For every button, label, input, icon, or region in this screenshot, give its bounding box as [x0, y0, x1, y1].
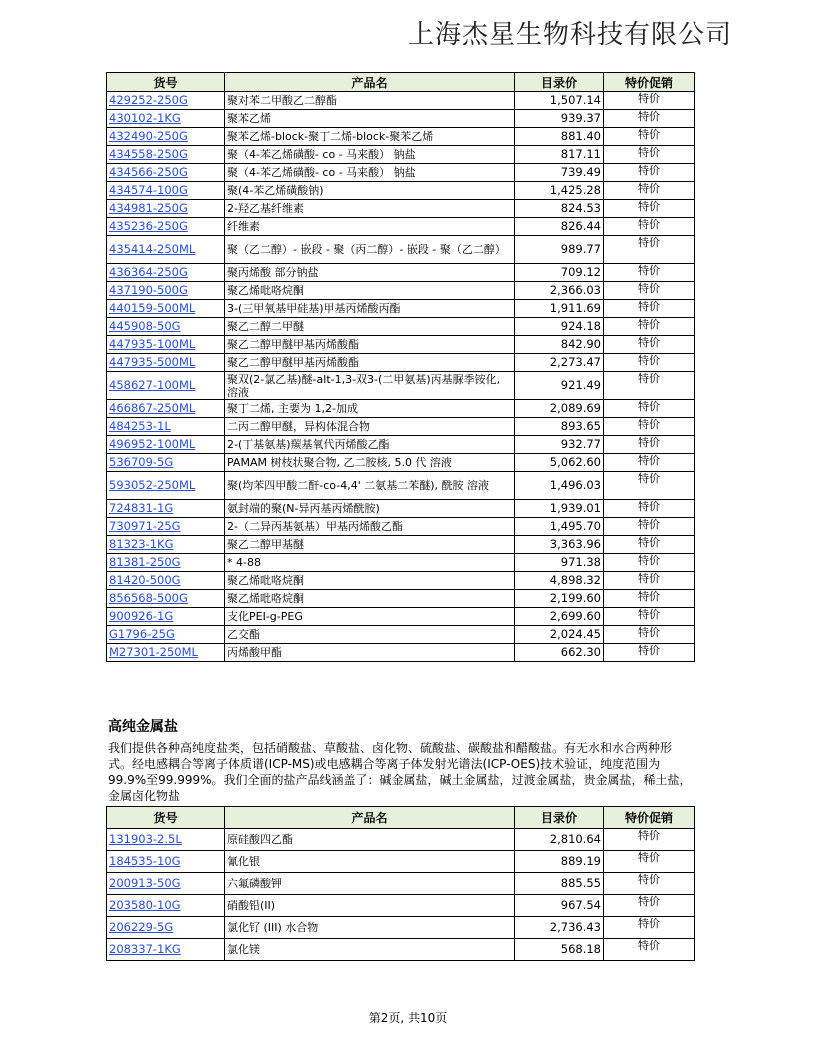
product-code-link[interactable]: 437190-500G — [107, 282, 225, 300]
catalog-price: 924.18 — [515, 318, 604, 336]
product-code-link[interactable]: 81420-500G — [107, 572, 225, 590]
catalog-price: 971.38 — [515, 554, 604, 572]
table-row — [107, 472, 695, 500]
promo-label: 特价 — [604, 454, 695, 472]
promo-label: 特价 — [604, 92, 695, 110]
company-name: 上海杰星生物科技有限公司 — [407, 20, 732, 50]
catalog-price: 4,898.32 — [515, 572, 604, 590]
product-code-link[interactable]: 730971-25G — [107, 518, 225, 536]
product-name: 二丙二醇甲醚，异构体混合物 — [225, 418, 515, 436]
product-name: 氯化镁 — [225, 939, 515, 961]
catalog-price: 967.54 — [515, 895, 604, 917]
promo-label: 特价 — [604, 146, 695, 164]
catalog-price: 893.65 — [515, 418, 604, 436]
catalog-price: 826.44 — [515, 218, 604, 236]
catalog-price: 2,089.69 — [515, 400, 604, 418]
product-code-link[interactable]: 440159-500ML — [107, 300, 225, 318]
table-row — [107, 454, 695, 472]
catalog-price: 2,810.64 — [515, 829, 604, 851]
header-code: 货号 — [107, 73, 225, 92]
table-row — [107, 236, 695, 264]
promo-label: 特价 — [604, 939, 695, 961]
promo-label: 特价 — [604, 536, 695, 554]
product-name: PAMAM 树枝状聚合物, 乙二胺核, 5.0 代 溶液 — [225, 454, 515, 472]
catalog-price: 932.77 — [515, 436, 604, 454]
catalog-price: 889.19 — [515, 851, 604, 873]
product-name: 乙交酯 — [225, 626, 515, 644]
catalog-price: 2,199.60 — [515, 590, 604, 608]
product-name: 2-(丁基氨基)羰基氧代丙烯酸乙酯 — [225, 436, 515, 454]
product-code-link[interactable]: 724831-1G — [107, 500, 225, 518]
product-name: 聚乙二醇二甲醚 — [225, 318, 515, 336]
table-row — [107, 939, 695, 961]
catalog-price: 2,736.43 — [515, 917, 604, 939]
promo-label: 特价 — [604, 200, 695, 218]
promo-label: 特价 — [604, 626, 695, 644]
product-name: 聚(4-苯乙烯磺酸钠) — [225, 182, 515, 200]
promo-label: 特价 — [604, 264, 695, 282]
catalog-price: 739.49 — [515, 164, 604, 182]
product-code-link[interactable]: 208337-1KG — [107, 939, 225, 961]
catalog-price: 2,699.60 — [515, 608, 604, 626]
product-code-link[interactable]: 81323-1KG — [107, 536, 225, 554]
promo-label: 特价 — [604, 873, 695, 895]
table-row — [107, 200, 695, 218]
catalog-price: 2,366.03 — [515, 282, 604, 300]
table-row — [107, 536, 695, 554]
table-row — [107, 572, 695, 590]
product-code-link[interactable]: 536709-5G — [107, 454, 225, 472]
promo-label: 特价 — [604, 182, 695, 200]
catalog-price: 5,062.60 — [515, 454, 604, 472]
catalog-price: 1,496.03 — [515, 472, 604, 500]
table-row — [107, 264, 695, 282]
catalog-price: 885.55 — [515, 873, 604, 895]
table-row — [107, 500, 695, 518]
product-name: 丙烯酸甲酯 — [225, 644, 515, 662]
product-name: 聚乙二醇甲醚甲基丙烯酸酯 — [225, 336, 515, 354]
header-name: 产品名 — [225, 807, 515, 829]
promo-label: 特价 — [604, 644, 695, 662]
table-row — [107, 554, 695, 572]
product-code-link[interactable]: 434566-250G — [107, 164, 225, 182]
catalog-price: 817.11 — [515, 146, 604, 164]
header-price: 目录价 — [515, 807, 604, 829]
product-code-link[interactable]: M27301-250ML — [107, 644, 225, 662]
product-name: 聚乙烯吡咯烷酮 — [225, 572, 515, 590]
promo-label: 特价 — [604, 372, 695, 400]
table-row — [107, 873, 695, 895]
catalog-price: 662.30 — [515, 644, 604, 662]
promo-label: 特价 — [604, 829, 695, 851]
table-row — [107, 354, 695, 372]
catalog-price: 2,024.45 — [515, 626, 604, 644]
catalog-price: 2,273.47 — [515, 354, 604, 372]
promo-label: 特价 — [604, 354, 695, 372]
product-code-link[interactable]: 435236-250G — [107, 218, 225, 236]
catalog-price: 842.90 — [515, 336, 604, 354]
catalog-price: 1,425.28 — [515, 182, 604, 200]
product-name: 聚乙二醇甲醚甲基丙烯酸酯 — [225, 354, 515, 372]
promo-label: 特价 — [604, 300, 695, 318]
product-name: 纤维素 — [225, 218, 515, 236]
table-header-row — [107, 73, 695, 92]
salt-table — [106, 806, 695, 961]
product-name: 氰化银 — [225, 851, 515, 873]
product-name: * 4-88 — [225, 554, 515, 572]
product-name: 支化PEI-g-PEG — [225, 608, 515, 626]
product-name: 聚（4-苯乙烯磺酸- co - 马来酸） 钠盐 — [225, 164, 515, 182]
product-name: 聚丙烯酸 部分钠盐 — [225, 264, 515, 282]
catalog-price: 568.18 — [515, 939, 604, 961]
product-code-link[interactable]: 496952-100ML — [107, 436, 225, 454]
product-name: 聚双(2-氯乙基)醚-alt-1,3-双3-(二甲氨基)丙基脲季铵化, 溶液 — [225, 372, 515, 400]
product-code-link[interactable]: 484253-1L — [107, 418, 225, 436]
product-code-link[interactable]: 900926-1G — [107, 608, 225, 626]
table-row — [107, 282, 695, 300]
product-code-link[interactable]: 200913-50G — [107, 873, 225, 895]
catalog-price: 3,363.96 — [515, 536, 604, 554]
product-code-link[interactable]: 466867-250ML — [107, 400, 225, 418]
product-code-link[interactable]: 434574-100G — [107, 182, 225, 200]
table-row — [107, 518, 695, 536]
catalog-price: 1,939.01 — [515, 500, 604, 518]
product-code-link[interactable]: 445908-50G — [107, 318, 225, 336]
promo-label: 特价 — [604, 128, 695, 146]
catalog-price: 989.77 — [515, 236, 604, 264]
page-number: 第2页, 共10页 — [368, 1011, 448, 1025]
section-description: 我们提供各种高纯度盐类，包括硝酸盐、草酸盐、卤化物、硫酸盐、碳酸盐和醋酸盐。有无水和水合两种形式。经电感耦合等离子体质谱(ICP-MS)或电感耦合等离子体发射光谱法(ICP-OES)技术验证，纯度范围为99.9%至99.999%。我们全面的盐产品线涵盖了：碱金属盐，碱土金属盐，过渡金属盐，贵金属盐，稀土盐，金属卤化物盐 — [108, 741, 692, 803]
product-code-link[interactable]: 447935-500ML — [107, 354, 225, 372]
table-row — [107, 917, 695, 939]
product-name: 原硅酸四乙酯 — [225, 829, 515, 851]
product-name: 聚乙烯吡咯烷酮 — [225, 282, 515, 300]
header-price: 目录价 — [515, 73, 604, 92]
table-row — [107, 146, 695, 164]
product-code-link[interactable]: 81381-250G — [107, 554, 225, 572]
catalog-price: 939.37 — [515, 110, 604, 128]
table-row — [107, 372, 695, 400]
product-code-link[interactable]: G1796-25G — [107, 626, 225, 644]
product-code-link[interactable]: 856568-500G — [107, 590, 225, 608]
table-row — [107, 300, 695, 318]
product-code-link[interactable]: 436364-250G — [107, 264, 225, 282]
table-row — [107, 829, 695, 851]
table-row — [107, 218, 695, 236]
promo-label: 特价 — [604, 917, 695, 939]
table-row — [107, 110, 695, 128]
promo-label: 特价 — [604, 518, 695, 536]
product-name: 聚乙烯吡咯烷酮 — [225, 590, 515, 608]
table-row — [107, 336, 695, 354]
product-name: 聚(均苯四甲酸二酐-co-4,4' 二氨基二苯醚), 酰胺 溶液 — [225, 472, 515, 500]
table-row — [107, 895, 695, 917]
product-name: 氯化钌 (III) 水合物 — [225, 917, 515, 939]
product-code-link[interactable]: 593052-250ML — [107, 472, 225, 500]
promo-label: 特价 — [604, 590, 695, 608]
table-row — [107, 644, 695, 662]
promo-label: 特价 — [604, 418, 695, 436]
promo-label: 特价 — [604, 110, 695, 128]
table-row — [107, 164, 695, 182]
catalog-price: 1,507.14 — [515, 92, 604, 110]
product-name: 聚乙二醇甲基醚 — [225, 536, 515, 554]
product-code-link[interactable]: 184535-10G — [107, 851, 225, 873]
product-code-link[interactable]: 430102-1KG — [107, 110, 225, 128]
table-row — [107, 626, 695, 644]
table-row — [107, 318, 695, 336]
table-row — [107, 182, 695, 200]
product-code-link[interactable]: 131903-2.5L — [107, 829, 225, 851]
table-row — [107, 418, 695, 436]
product-name: 聚（4-苯乙烯磺酸- co - 马来酸） 钠盐 — [225, 146, 515, 164]
promo-label: 特价 — [604, 500, 695, 518]
promo-label: 特价 — [604, 472, 695, 500]
table-row — [107, 400, 695, 418]
product-name: 六氟磷酸钾 — [225, 873, 515, 895]
section-title: 高纯金属盐 — [108, 719, 178, 735]
table-row — [107, 590, 695, 608]
promo-label: 特价 — [604, 236, 695, 264]
header-name: 产品名 — [225, 73, 515, 92]
product-code-link[interactable]: 434981-250G — [107, 200, 225, 218]
product-name: 聚对苯二甲酸乙二醇酯 — [225, 92, 515, 110]
product-name: 3-(三甲氧基甲硅基)甲基丙烯酸丙酯 — [225, 300, 515, 318]
catalog-price: 881.40 — [515, 128, 604, 146]
table-row — [107, 608, 695, 626]
catalog-price: 1,495.70 — [515, 518, 604, 536]
table-header-row — [107, 807, 695, 829]
product-code-link[interactable]: 206229-5G — [107, 917, 225, 939]
promo-label: 特价 — [604, 608, 695, 626]
promo-label: 特价 — [604, 282, 695, 300]
product-name: 聚（乙二醇）- 嵌段 - 聚（丙二醇）- 嵌段 - 聚（乙二醇） — [225, 236, 515, 264]
header-promo: 特价促销 — [604, 807, 695, 829]
header-promo: 特价促销 — [604, 73, 695, 92]
product-name: 聚丁二烯, 主要为 1,2-加成 — [225, 400, 515, 418]
product-code-link[interactable]: 429252-250G — [107, 92, 225, 110]
product-code-link[interactable]: 432490-250G — [107, 128, 225, 146]
promo-label: 特价 — [604, 895, 695, 917]
promo-label: 特价 — [604, 572, 695, 590]
product-name: 硝酸铅(II) — [225, 895, 515, 917]
product-name: 氨封端的聚(N-异丙基丙烯酰胺) — [225, 500, 515, 518]
promo-label: 特价 — [604, 436, 695, 454]
product-code-link[interactable]: 435414-250ML — [107, 236, 225, 264]
product-name: 2-羟乙基纤维素 — [225, 200, 515, 218]
table-row — [107, 128, 695, 146]
promo-label: 特价 — [604, 318, 695, 336]
product-code-link[interactable]: 203580-10G — [107, 895, 225, 917]
catalog-price: 709.12 — [515, 264, 604, 282]
catalog-price: 921.49 — [515, 372, 604, 400]
table-row — [107, 92, 695, 110]
promo-label: 特价 — [604, 164, 695, 182]
promo-label: 特价 — [604, 554, 695, 572]
product-name: 聚苯乙烯 — [225, 110, 515, 128]
table-row — [107, 436, 695, 454]
product-table — [106, 72, 695, 662]
promo-label: 特价 — [604, 218, 695, 236]
product-name: 2-（二异丙基氨基）甲基丙烯酸乙酯 — [225, 518, 515, 536]
product-name: 聚苯乙烯-block-聚丁二烯-block-聚苯乙烯 — [225, 128, 515, 146]
promo-label: 特价 — [604, 851, 695, 873]
product-code-link[interactable]: 434558-250G — [107, 146, 225, 164]
table-row — [107, 851, 695, 873]
promo-label: 特价 — [604, 336, 695, 354]
product-code-link[interactable]: 447935-100ML — [107, 336, 225, 354]
catalog-price: 1,911.69 — [515, 300, 604, 318]
product-code-link[interactable]: 458627-100ML — [107, 372, 225, 400]
promo-label: 特价 — [604, 400, 695, 418]
catalog-price: 824.53 — [515, 200, 604, 218]
header-code: 货号 — [107, 807, 225, 829]
